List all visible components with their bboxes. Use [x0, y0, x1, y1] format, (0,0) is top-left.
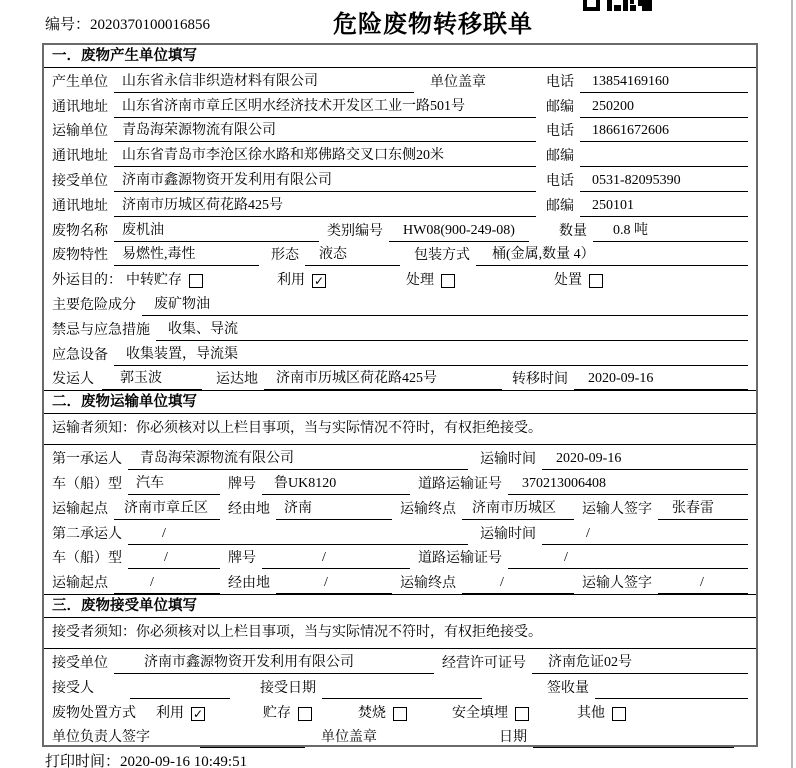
checkbox-field — [126, 269, 203, 291]
section-producer-title: 一．废物产生单位填写 — [44, 45, 756, 68]
field-value: 济南市章丘区 — [114, 497, 220, 520]
field-label: 电话 — [546, 173, 574, 189]
field-value: / — [542, 526, 748, 545]
field-label: 类别编号 — [327, 223, 383, 239]
form-row — [44, 93, 756, 118]
checkbox-checked-icon: ✓ — [313, 274, 325, 289]
form-row — [44, 242, 756, 267]
field-label: 通讯地址 — [52, 149, 108, 165]
field-value: 250200 — [580, 99, 748, 118]
form-row — [44, 118, 756, 143]
field-value: 济南市鑫源物资开发利用有限公司 — [114, 651, 434, 674]
checkbox-unchecked-icon — [612, 707, 626, 721]
field-label: 第二承运人 — [52, 526, 122, 542]
field-label: 道路运输证号 — [418, 551, 502, 567]
form-row — [44, 68, 756, 93]
field-label: 外运目的： — [52, 273, 122, 289]
section-producer-rows — [44, 68, 756, 390]
field-label: 邮编 — [546, 198, 574, 214]
field-label: 主要危险成分 — [52, 297, 136, 313]
field-value: 370213006408 — [508, 476, 748, 495]
field-label: 签收量 — [547, 680, 589, 696]
field-value: 济南市历城区 — [462, 497, 574, 520]
static-text: 单位盖章 — [430, 74, 486, 90]
field-label: 废物处置方式 — [52, 705, 136, 721]
checkbox-unchecked-icon — [515, 707, 529, 721]
field-label: 通讯地址 — [52, 99, 108, 115]
field-value: / — [128, 526, 468, 545]
checkbox-field — [358, 702, 407, 724]
form-row — [44, 569, 756, 594]
form-row — [44, 366, 756, 391]
field-value: HW08(900-249-08) — [389, 223, 529, 242]
field-value: / — [462, 575, 574, 594]
field-label: 运输起点 — [52, 576, 108, 592]
checkbox-field — [406, 269, 455, 291]
section-producer — [44, 45, 756, 390]
field-label: 运输起点 — [52, 501, 108, 517]
form-row — [44, 545, 756, 570]
print-time-value: 2020-09-16 10:49:51 — [120, 754, 248, 768]
field-value: 青岛海荣源物流有限公司 — [128, 447, 468, 470]
field-value: 液态 — [305, 243, 400, 266]
field-label: 运输时间 — [480, 452, 536, 468]
field-label: 电话 — [546, 124, 574, 140]
checkbox-label: 利用 — [156, 705, 184, 721]
field-value: 汽车 — [128, 472, 220, 495]
checkbox-unchecked-icon — [589, 274, 603, 288]
field-label: 产生单位 — [52, 74, 108, 90]
field-label: 单位负责人签字 — [52, 730, 150, 746]
form-row — [44, 192, 756, 217]
field-value: / — [114, 575, 220, 594]
form-row — [44, 495, 756, 520]
field-label: 接受人 — [52, 680, 94, 696]
field-label: 发运人 — [52, 372, 94, 388]
form-row — [44, 316, 756, 341]
field-label: 禁忌与应急措施 — [52, 322, 150, 338]
field-label: 日期 — [499, 730, 527, 746]
checkbox-label: 中转贮存 — [126, 273, 182, 289]
section-transporter — [44, 390, 756, 594]
field-value: 250101 — [580, 198, 748, 217]
form-row — [44, 470, 756, 495]
checkbox-label: 贮存 — [263, 705, 291, 721]
transporter-notice: 运输者须知：你必须核对以上栏目事项，当与实际情况不符时，有权拒绝接受。 — [44, 414, 756, 445]
field-label: 运输时间 — [480, 526, 536, 542]
checkbox-field — [156, 702, 205, 724]
field-label: 运达地 — [216, 372, 258, 388]
field-label: 经营许可证号 — [442, 655, 526, 671]
field-label: 牌号 — [228, 551, 256, 567]
form-row — [44, 341, 756, 366]
field-label: 车（船）型 — [52, 476, 122, 492]
field-value: / — [276, 575, 392, 594]
checkbox-field — [263, 702, 312, 724]
field-value: / — [128, 550, 220, 569]
field-value: 易燃性,毒性 — [114, 243, 259, 266]
field-value: 废矿物油 — [142, 293, 748, 316]
checkbox-checked-icon: ✓ — [192, 706, 204, 721]
form-row — [44, 266, 756, 291]
field-label: 接受单位 — [52, 173, 108, 189]
field-label: 第一承运人 — [52, 452, 122, 468]
checkbox-unchecked-icon — [298, 707, 312, 721]
field-value: 鲁UK8120 — [262, 472, 410, 495]
field-value — [595, 696, 748, 699]
field-label: 牌号 — [228, 476, 256, 492]
field-label: 废物特性 — [52, 248, 108, 264]
field-value: / — [508, 550, 748, 569]
field-value — [200, 745, 305, 748]
section-receiver-rows — [44, 649, 756, 748]
field-label: 接受日期 — [260, 680, 316, 696]
field-label: 运输人签字 — [582, 576, 652, 592]
print-time-label: 打印时间： — [45, 754, 121, 768]
form-row — [44, 724, 756, 749]
print-time — [45, 750, 247, 768]
field-value: 山东省济南市章丘区明水经济技术开发区工业一路501号 — [114, 95, 536, 118]
field-label: 经由地 — [228, 576, 270, 592]
checkbox-label: 安全填埋 — [452, 705, 508, 721]
qr-code-fragment — [583, 0, 652, 11]
serial-value: 2020370100016856 — [90, 17, 211, 33]
checkbox-field — [554, 269, 603, 291]
field-value: 济南危证02号 — [532, 651, 748, 674]
static-text: 单位盖章 — [321, 730, 377, 746]
serial-label: 编号： — [45, 17, 91, 33]
field-label: 运输人签字 — [582, 501, 652, 517]
form-row — [44, 142, 756, 167]
checkbox-label: 处置 — [554, 273, 582, 289]
field-value: 张春雷 — [658, 497, 748, 520]
field-value: 13854169160 — [580, 74, 748, 93]
field-value: / — [658, 575, 748, 594]
form-row — [44, 217, 756, 242]
checkbox-label: 焚烧 — [358, 705, 386, 721]
field-value: 济南市历城区荷花路425号 — [114, 194, 536, 217]
field-value: 山东省青岛市李沧区徐水路和郑佛路交叉口东侧20米 — [114, 144, 536, 167]
field-label: 邮编 — [546, 149, 574, 165]
field-label: 应急设备 — [52, 347, 108, 363]
field-value: 济南 — [276, 497, 392, 520]
receiver-notice: 接受者须知：你必须核对以上栏目事项，当与实际情况不符时，有权拒绝接受。 — [44, 618, 756, 649]
form-row — [44, 674, 756, 699]
field-value: 山东省永信非织造材料有限公司 — [114, 70, 414, 93]
field-label: 形态 — [271, 248, 299, 264]
section-transporter-title: 二．废物运输单位填写 — [44, 391, 756, 414]
checkbox-label: 利用 — [277, 273, 305, 289]
form-row — [44, 291, 756, 316]
checkbox-label: 处理 — [406, 273, 434, 289]
checkbox-label: 其他 — [577, 705, 605, 721]
field-value: 收集装置，导流渠 — [114, 343, 748, 366]
transfer-form — [42, 43, 758, 747]
field-value: 0.8 吨 — [593, 219, 748, 242]
field-value: 郭玉波 — [102, 367, 202, 390]
field-label: 运输单位 — [52, 124, 108, 140]
field-value: 0531-82095390 — [580, 173, 748, 192]
checkbox-unchecked-icon — [393, 707, 407, 721]
field-value — [533, 745, 734, 748]
form-row — [44, 445, 756, 470]
field-label: 车（船）型 — [52, 551, 122, 567]
checkbox-field — [277, 269, 326, 291]
field-label: 数量 — [559, 223, 587, 239]
serial-number — [45, 13, 210, 34]
form-row — [44, 699, 756, 724]
field-value — [322, 696, 482, 699]
field-value: 济南市历城区荷花路425号 — [264, 367, 502, 390]
page-title: 危险废物转移联单 — [333, 12, 533, 38]
field-label: 通讯地址 — [52, 198, 108, 214]
checkbox-field — [577, 702, 626, 724]
field-label: 电话 — [546, 74, 574, 90]
field-label: 接受单位 — [52, 655, 108, 671]
field-value: 收集、导流 — [156, 318, 748, 341]
field-value: 废机油 — [114, 219, 319, 242]
field-value: 济南市鑫源物资开发利用有限公司 — [114, 169, 536, 192]
field-label: 邮编 — [546, 99, 574, 115]
form-row — [44, 167, 756, 192]
page-edge-line — [791, 0, 793, 768]
form-row — [44, 649, 756, 674]
field-value: 青岛海荣源物流有限公司 — [114, 119, 536, 142]
section-receiver — [44, 594, 756, 748]
section-receiver-title: 三．废物接受单位填写 — [44, 595, 756, 618]
field-value: 桶(金属,数量 4） — [476, 243, 748, 266]
field-label: 运输终点 — [400, 501, 456, 517]
checkbox-unchecked-icon — [441, 274, 455, 288]
field-label: 运输终点 — [400, 576, 456, 592]
field-label: 包装方式 — [414, 248, 470, 264]
field-label: 转移时间 — [512, 372, 568, 388]
checkbox-field — [452, 702, 529, 724]
section-transporter-rows — [44, 445, 756, 594]
field-value: / — [262, 550, 410, 569]
checkbox-unchecked-icon — [189, 274, 203, 288]
field-value: 2020-09-16 — [574, 371, 748, 390]
field-value — [580, 164, 748, 167]
field-label: 废物名称 — [52, 223, 108, 239]
field-value: 2020-09-16 — [542, 451, 748, 470]
field-label: 道路运输证号 — [418, 476, 502, 492]
field-value: 18661672606 — [580, 123, 748, 142]
field-value — [130, 696, 230, 699]
form-row — [44, 520, 756, 545]
field-label: 经由地 — [228, 501, 270, 517]
